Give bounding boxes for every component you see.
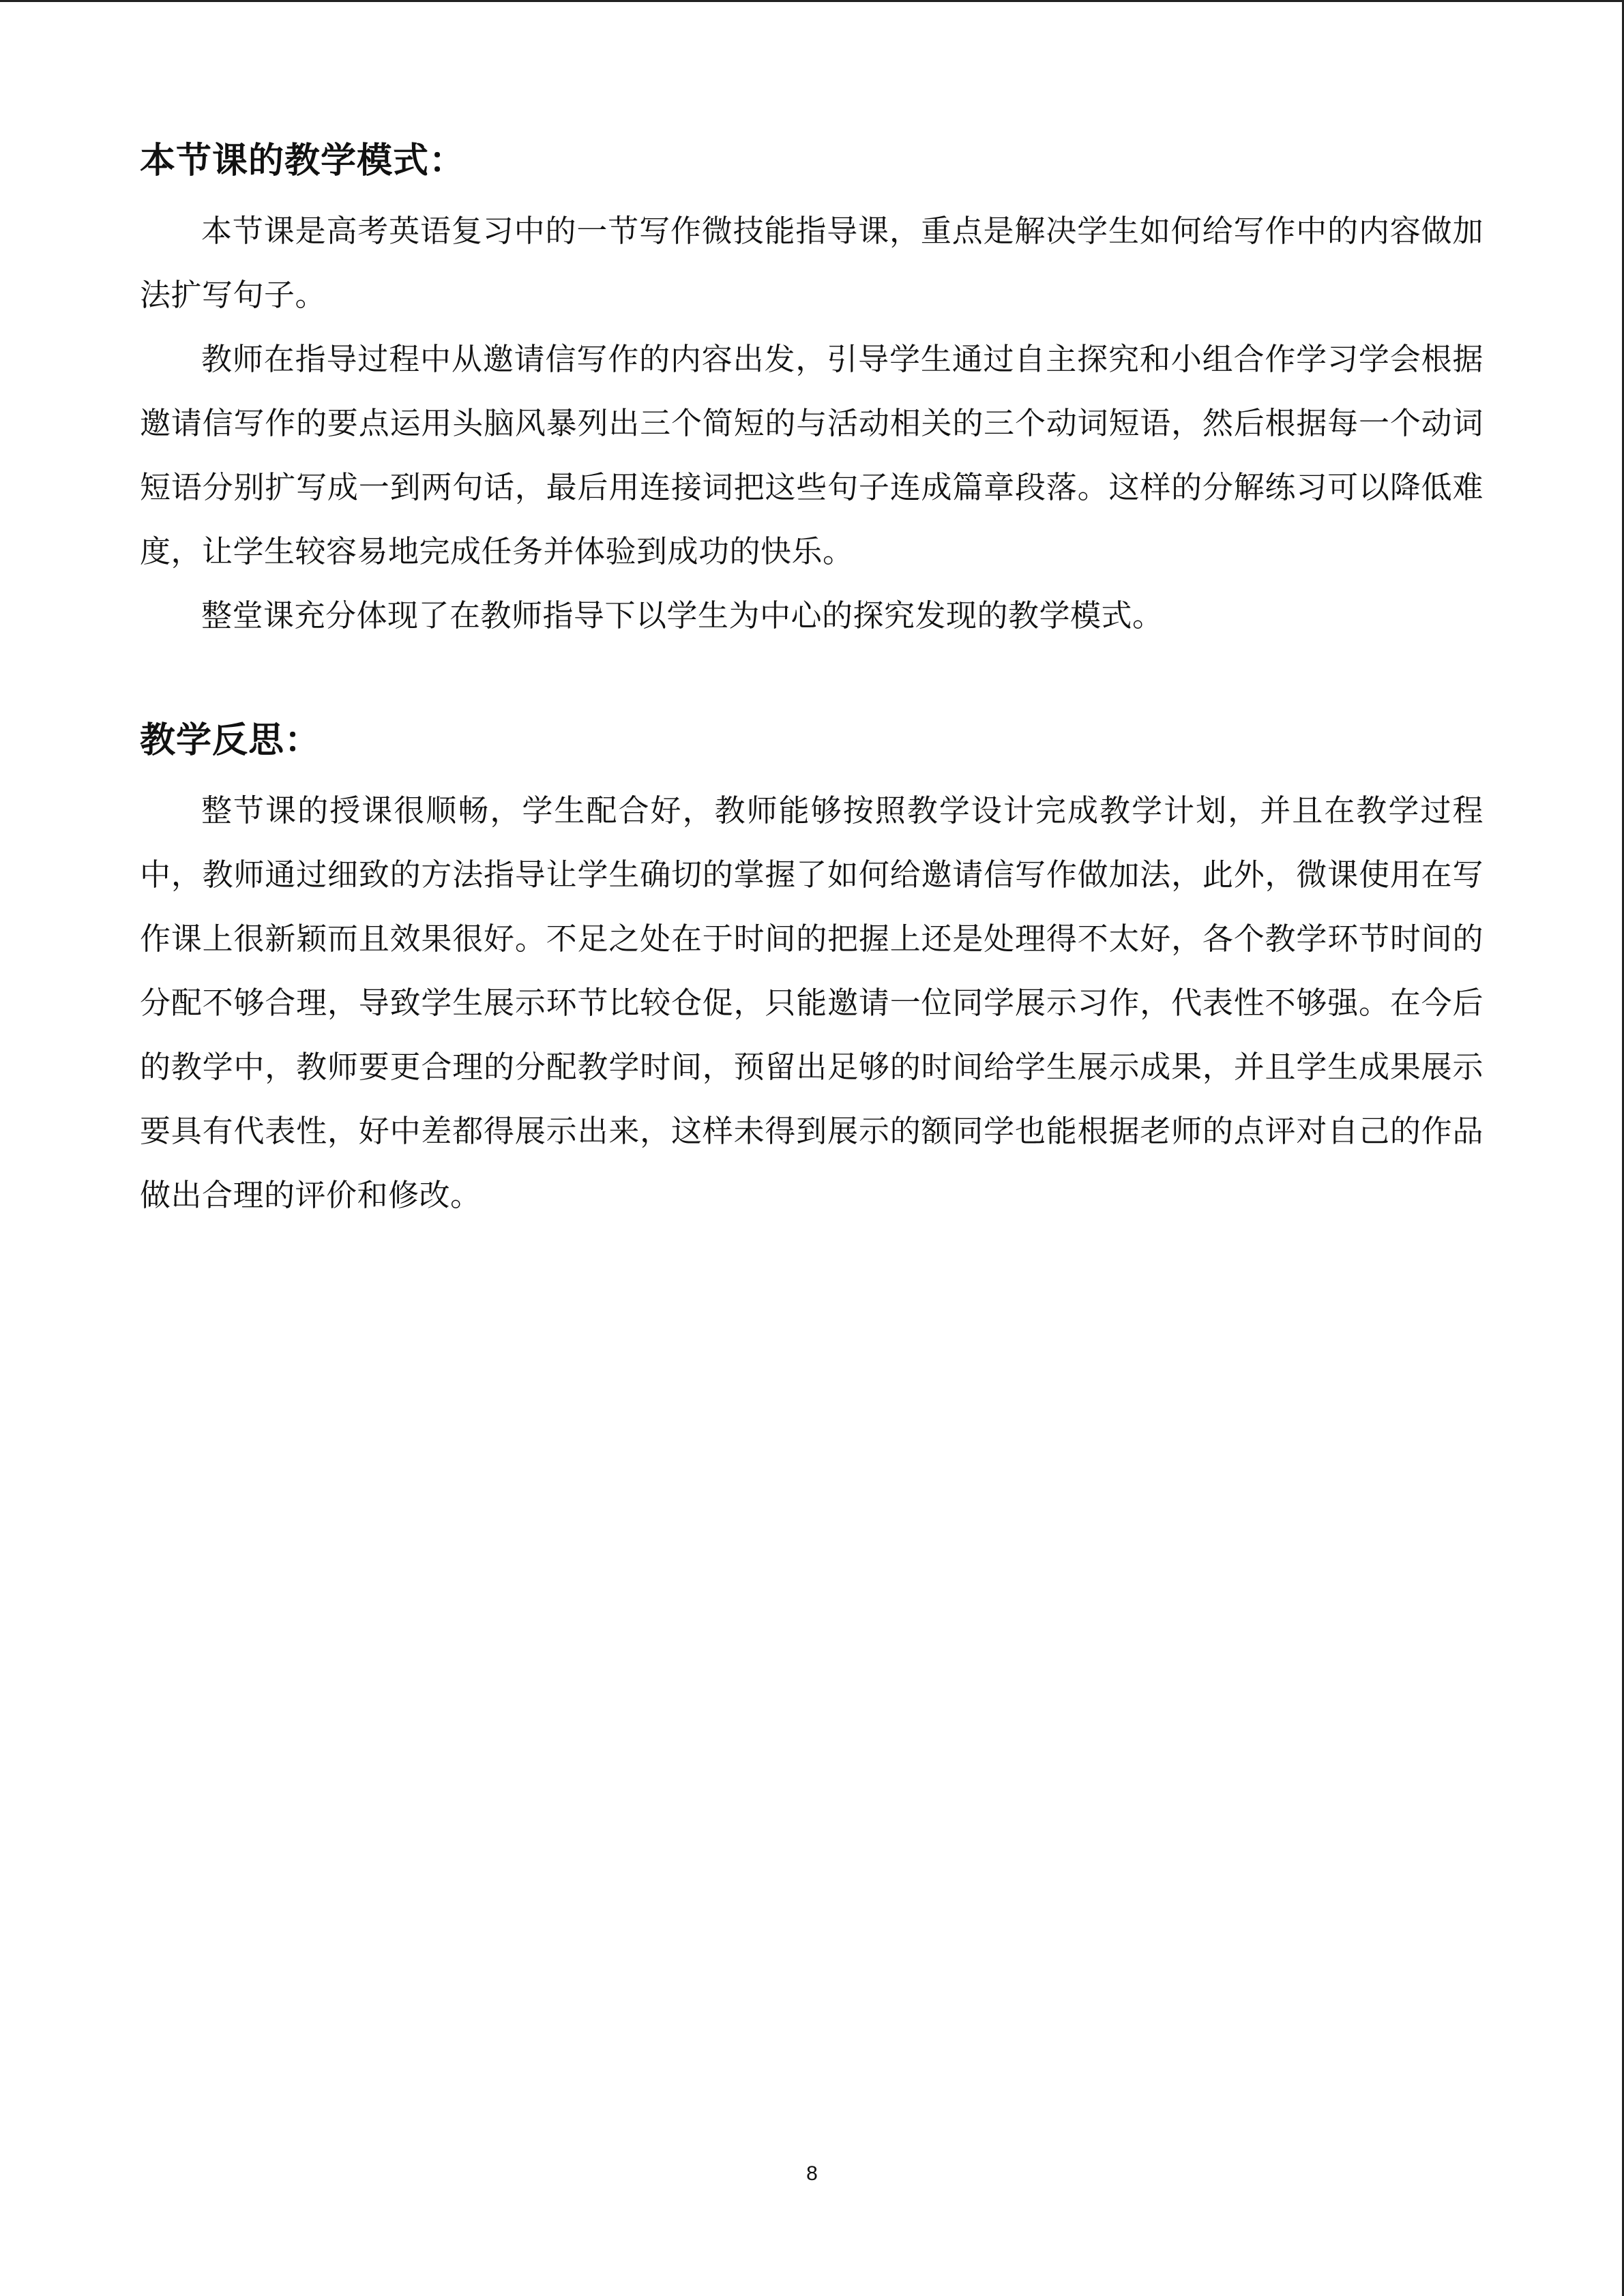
section-teaching-reflection xyxy=(140,708,1483,1227)
section-heading: 教学反思： xyxy=(140,720,321,761)
page-number: 8 xyxy=(806,2162,818,2185)
paragraph: 整节课的授课很顺畅，学生配合好，教师能够按照教学设计完成教学计划，并且在教学过程中，教师通过细致的方法指导让学生确切的掌握了如何给邀请信写作做加法，此外，微课使用在写作课上很新颖而且效果很好。不足之处在于时间的把握上还是处理得不太好，各个教学环节时间的分配不够合理，导致学生展示环节比较仓促，只能邀请一位同学展示习作，代表性不够强。在今后的教学中，教师要更合理的分配教学时间，预留出足够的时间给学生展示成果，并且学生成果展示要具有代表性，好中差都得展示出来，这样未得到展示的额同学也能根据老师的点评对自己的作品做出合理的评价和修改。 xyxy=(140,792,1483,1213)
section-teaching-mode xyxy=(140,128,1483,648)
paragraph: 教师在指导过程中从邀请信写作的内容出发，引导学生通过自主探究和小组合作学习学会根据邀请信写作的要点运用头脑风暴列出三个简短的与活动相关的三个动词短语，然后根据每一个动词短语分别扩写成一到两句话，最后用连接词把这些句子连成篇章段落。这样的分解练习可以降低难度，让学生较容易地完成任务并体验到成功的快乐。 xyxy=(140,341,1483,569)
section-heading: 本节课的教学模式： xyxy=(140,140,466,181)
paragraph: 本节课是高考英语复习中的一节写作微技能指导课，重点是解决学生如何给写作中的内容做加法扩写句子。 xyxy=(140,213,1483,313)
page-content xyxy=(140,128,1483,1227)
paragraph: 整堂课充分体现了在教师指导下以学生为中心的探究发现的教学模式。 xyxy=(201,597,1164,633)
